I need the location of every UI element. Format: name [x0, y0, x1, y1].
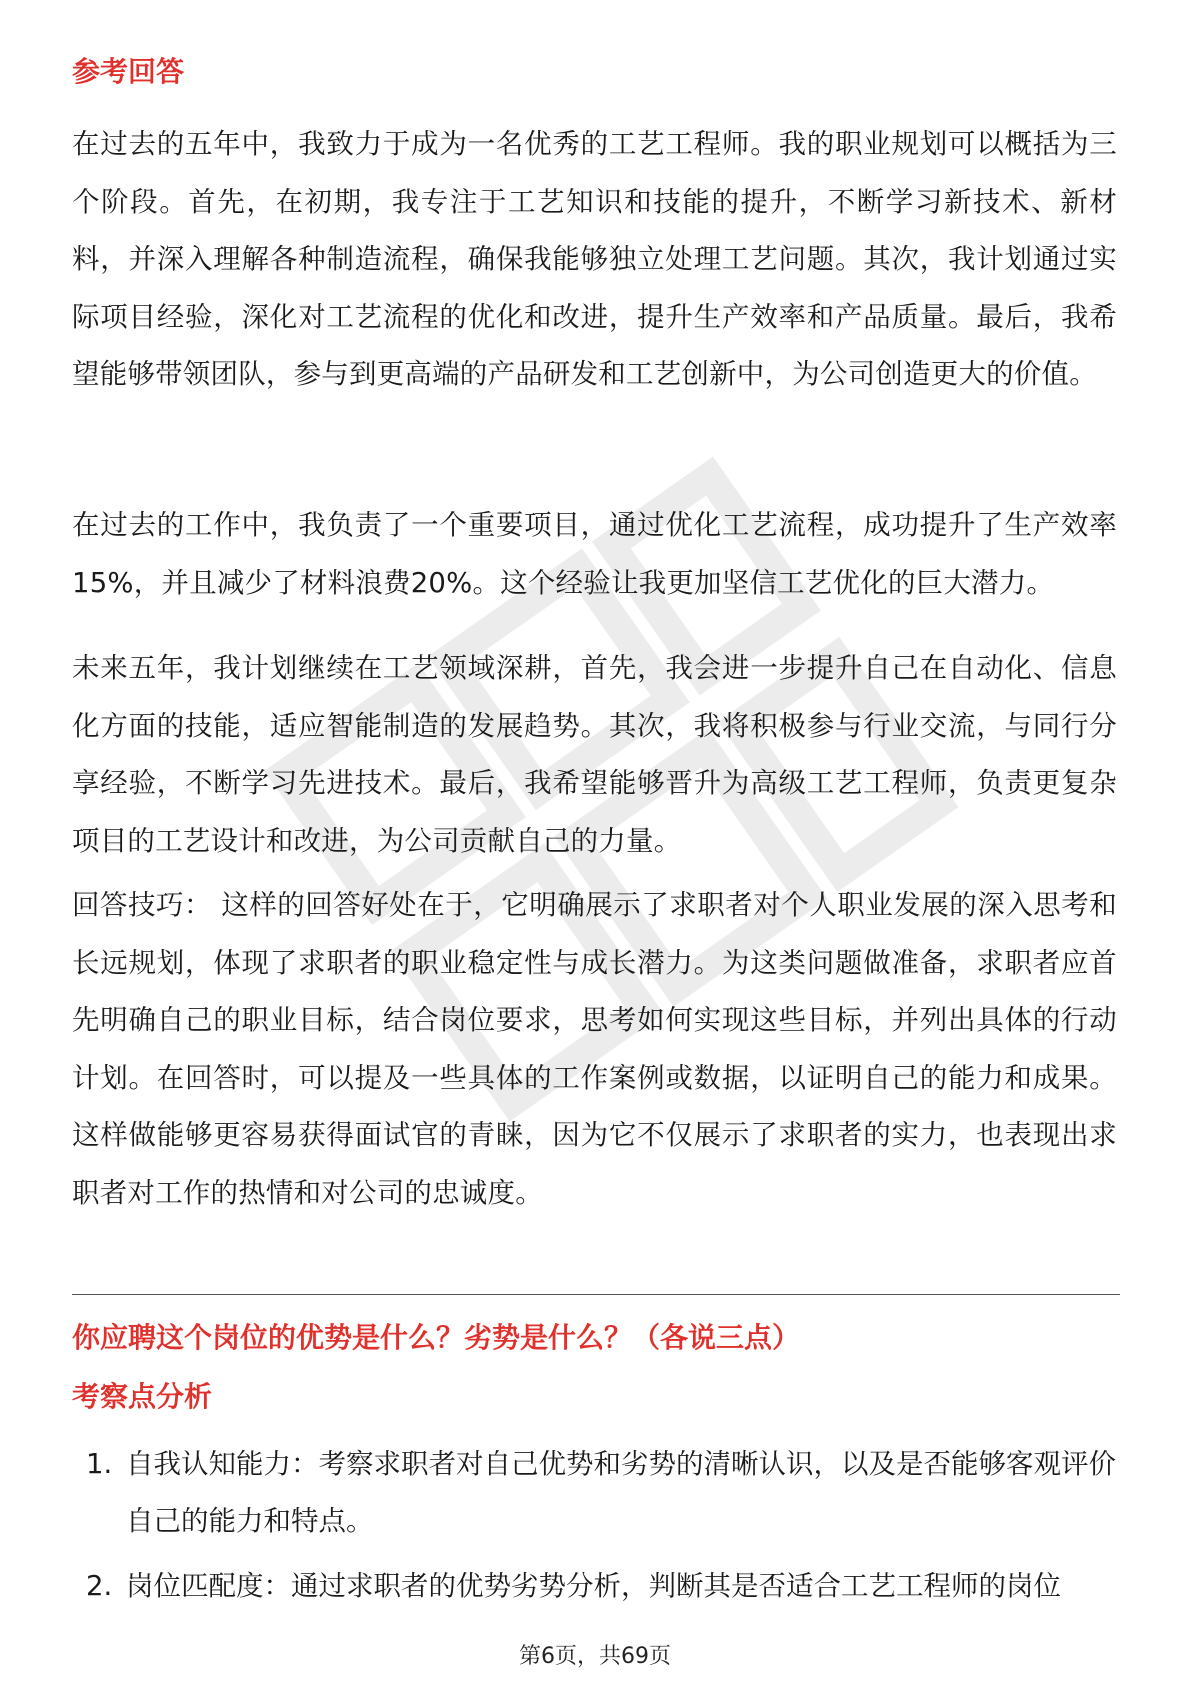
list-item-text: 自我认知能力：考察求职者对自己优势和劣势的清晰认识，以及是否能够客观评价自己的能力和特点。 — [126, 1448, 1116, 1537]
answer-paragraph: 在过去的五年中，我致力于成为一名优秀的工艺工程师。我的职业规划可以概括为三个阶段。首先，在初期，我专注于工艺知识和技能的提升，不断学习新技术、新材料，并深入理解各种制造流程，确保我能够独立处理工艺问题。其次，我计划通过实际项目经验，深化对工艺流程的优化和改进，提升生产效率和产品质量。最后，我希望能够带领团队，参与到更高端的产品研发和工艺创新中，为公司创造更大的价值。 — [72, 128, 1117, 390]
list-item-text: 岗位匹配度：通过求职者的优势劣势分析，判断其是否适合工艺工程师的岗位 — [126, 1570, 1061, 1602]
page-number-footer: 第6页，共69页 — [519, 1644, 671, 1669]
analysis-list — [72, 1436, 1122, 1623]
list-item-number: 1. — [86, 1448, 113, 1480]
answer-tips-paragraph: 回答技巧： 这样的回答好处在于，它明确展示了求职者对个人职业发展的深入思考和长远规划，体现了求职者的职业稳定性与成长潜力。为这类问题做准备，求职者应首先明确自己的职业目标，结合岗位要求，思考如何实现这些目标，并列出具体的行动计划。在回答时，可以提及一些具体的工作案例或数据，以证明自己的能力和成果。这样做能够更容易获得面试官的青睐，因为它不仅展示了求职者的实力，也表现出求职者对工作的热情和对公司的忠诚度。 — [72, 889, 1117, 1209]
analysis-heading: 考察点分析 — [72, 1380, 213, 1413]
question-title: 你应聘这个岗位的优势是什么？劣势是什么？（各说三点） — [72, 1321, 801, 1354]
answer-paragraph: 在过去的工作中，我负责了一个重要项目，通过优化工艺流程，成功提升了生产效率15%，并且减少了材料浪费20%。这个经验让我更加坚信工艺优化的巨大潜力。 — [72, 509, 1117, 599]
list-item-number: 2. — [86, 1570, 113, 1602]
reference-answer-heading: 参考回答 — [72, 55, 185, 88]
list-item — [72, 1436, 1122, 1550]
list-item — [72, 1558, 1122, 1615]
answer-paragraph: 未来五年，我计划继续在工艺领域深耕，首先，我会进一步提升自己在自动化、信息化方面的技能，适应智能制造的发展趋势。其次，我将积极参与行业交流，与同行分享经验，不断学习先进技术。最后，我希望能够晋升为高级工艺工程师，负责更复杂项目的工艺设计和改进，为公司贡献自己的力量。 — [72, 652, 1117, 857]
section-divider — [72, 1294, 1120, 1295]
